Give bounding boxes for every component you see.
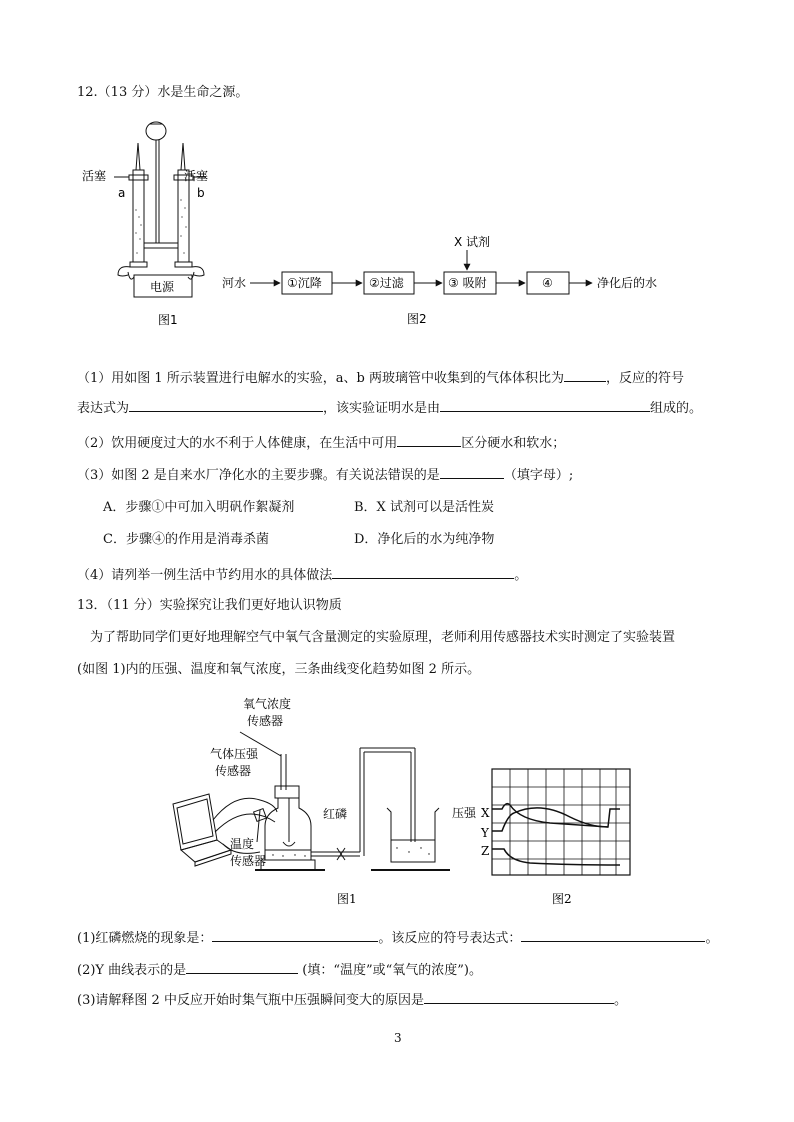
q13-part1 — [77, 928, 718, 948]
flow-step3: ③ 吸附 — [448, 276, 487, 290]
q12-p1-text-e: 组成的。 — [650, 401, 703, 416]
answer-blank-pressure-reason[interactable] — [424, 990, 614, 1004]
phosphorus-label: 红磷 — [323, 807, 348, 821]
right-tube — [178, 170, 189, 262]
o2-sensor-label-1: 氧气浓度 — [243, 697, 292, 711]
flow-step2: ②过滤 — [369, 276, 404, 290]
answer-blank-hardness[interactable] — [397, 433, 461, 447]
fig1-caption: 图1 — [158, 313, 178, 327]
pressure-label: 压强 — [452, 806, 477, 820]
q12-p4-text-a: （4）请列举一例生活中节约用水的具体做法 — [77, 568, 333, 583]
q12-p3-text-a: （3）如图 2 是自来水厂净化水的主要步骤。有关说法错误的是 — [77, 468, 440, 483]
answer-blank-y-curve[interactable] — [186, 960, 298, 974]
q13-fig2-sensor-curves — [450, 765, 640, 915]
q12-p2-text-a: （2）饮用硬度过大的水不利于人体健康，在生活中可用 — [77, 436, 398, 451]
q12-p1-text-b: ，反应的符号 — [606, 371, 685, 386]
flow-end: 净化后的水 — [597, 276, 658, 290]
q13-fig1-sensor-apparatus — [165, 692, 450, 912]
answer-blank-reaction[interactable] — [521, 928, 705, 942]
q13-title: 13．（11 分）实验探究让我们更好地认识物质 — [77, 598, 342, 613]
q12-part3 — [77, 465, 573, 485]
q13-part3 — [77, 990, 627, 1010]
stopcock-right-label: 活塞 — [184, 169, 209, 183]
q12-part1-line2 — [77, 398, 702, 418]
q12-p1-text-c: 表达式为 — [77, 401, 130, 416]
q12-title: 12.（13 分）水是生命之源。 — [77, 85, 249, 100]
q13-intro-line1: 为了帮助同学们更好地理解空气中氧气含量测定的实验原理，老师利用传感器技术实时测定了实验装置 — [90, 630, 676, 645]
beaker — [387, 808, 439, 862]
left-tube — [133, 170, 144, 262]
power-label: 电源 — [150, 280, 175, 294]
option-c: C．步骤④的作用是消毒杀菌 — [103, 532, 269, 547]
curve-z-label: Z — [481, 844, 490, 858]
option-d: D．净化后的水为纯净物 — [354, 532, 495, 547]
curve-z — [492, 849, 620, 865]
q13-p1-text-a: (1)红磷燃烧的现象是： — [77, 931, 213, 946]
stopcock-left-label: 活塞 — [82, 169, 107, 183]
option-a: A．步骤①中可加入明矾作絮凝剂 — [103, 500, 295, 515]
q12-p3-text-b: （填字母）; — [503, 468, 574, 483]
q12-p1-text-a: （1）用如图 1 所示装置进行电解水的实验，a、b 两玻璃管中收集到的气体体积比为 — [77, 371, 565, 386]
curve-y-label: Y — [481, 826, 489, 840]
temp-sensor-label-1: 温度 — [230, 837, 255, 851]
flow-step4: ④ — [542, 276, 553, 290]
answer-blank-phenomenon[interactable] — [212, 928, 378, 942]
q12-part1-line1 — [77, 368, 684, 388]
q12-fig1-electrolysis-diagram — [78, 115, 218, 330]
q12-part2 — [77, 433, 565, 453]
q13-p2-text-b: (填：“温度”或“氧气的浓度”)。 — [298, 963, 483, 978]
q12-fig2-purification-flow — [222, 230, 682, 330]
q12-p2-text-b: 区分硬水和软水； — [461, 436, 566, 451]
page-number: 3 — [394, 1031, 402, 1045]
funnel-bulb — [146, 122, 166, 140]
reagent-label: X 试剂 — [454, 235, 491, 249]
q13-p1-text-b: 。该反应的符号表达式： — [378, 931, 522, 946]
o2-sensor-label-2: 传感器 — [247, 714, 284, 728]
answer-blank-composition[interactable] — [440, 398, 650, 412]
flow-start: 河水 — [222, 276, 247, 290]
temp-sensor-label-2: 传感器 — [230, 854, 267, 868]
q12-p4-text-b: 。 — [514, 568, 528, 583]
option-b: B．X 试剂可以是活性炭 — [354, 500, 494, 515]
q13-p2-text-a: (2)Y 曲线表示的是 — [77, 963, 187, 978]
pressure-sensor-label-1: 气体压强 — [210, 747, 259, 761]
q12-part4 — [77, 565, 527, 585]
answer-blank-ratio[interactable] — [564, 368, 606, 382]
pressure-sensor-label-2: 传感器 — [215, 764, 252, 778]
fig1-caption: 图1 — [337, 892, 357, 906]
tube-b-label: b — [197, 186, 205, 200]
answer-blank-equation[interactable] — [129, 398, 323, 412]
answer-blank-choice[interactable] — [440, 465, 504, 479]
answer-blank-save-water[interactable] — [332, 565, 514, 579]
q13-p3-text-a: (3)请解释图 2 中反应开始时集气瓶中压强瞬间变大的原因是 — [77, 993, 424, 1008]
fig2-caption: 图2 — [407, 312, 427, 326]
q13-p3-text-b: 。 — [613, 993, 627, 1008]
q13-p1-text-c: 。 — [705, 931, 719, 946]
q12-p1-text-d: ，该实验证明水是由 — [323, 401, 441, 416]
flow-step1: ①沉降 — [287, 276, 322, 290]
curve-x-label: X — [481, 806, 490, 820]
q13-intro-line2: (如图 1)内的压强、温度和氧气浓度，三条曲线变化趋势如图 2 所示。 — [77, 662, 481, 677]
gas-bottle — [265, 798, 311, 860]
tube-a-label: a — [118, 186, 126, 200]
curve-y — [492, 808, 608, 831]
q13-part2 — [77, 960, 482, 980]
fig2-caption: 图2 — [552, 892, 572, 906]
